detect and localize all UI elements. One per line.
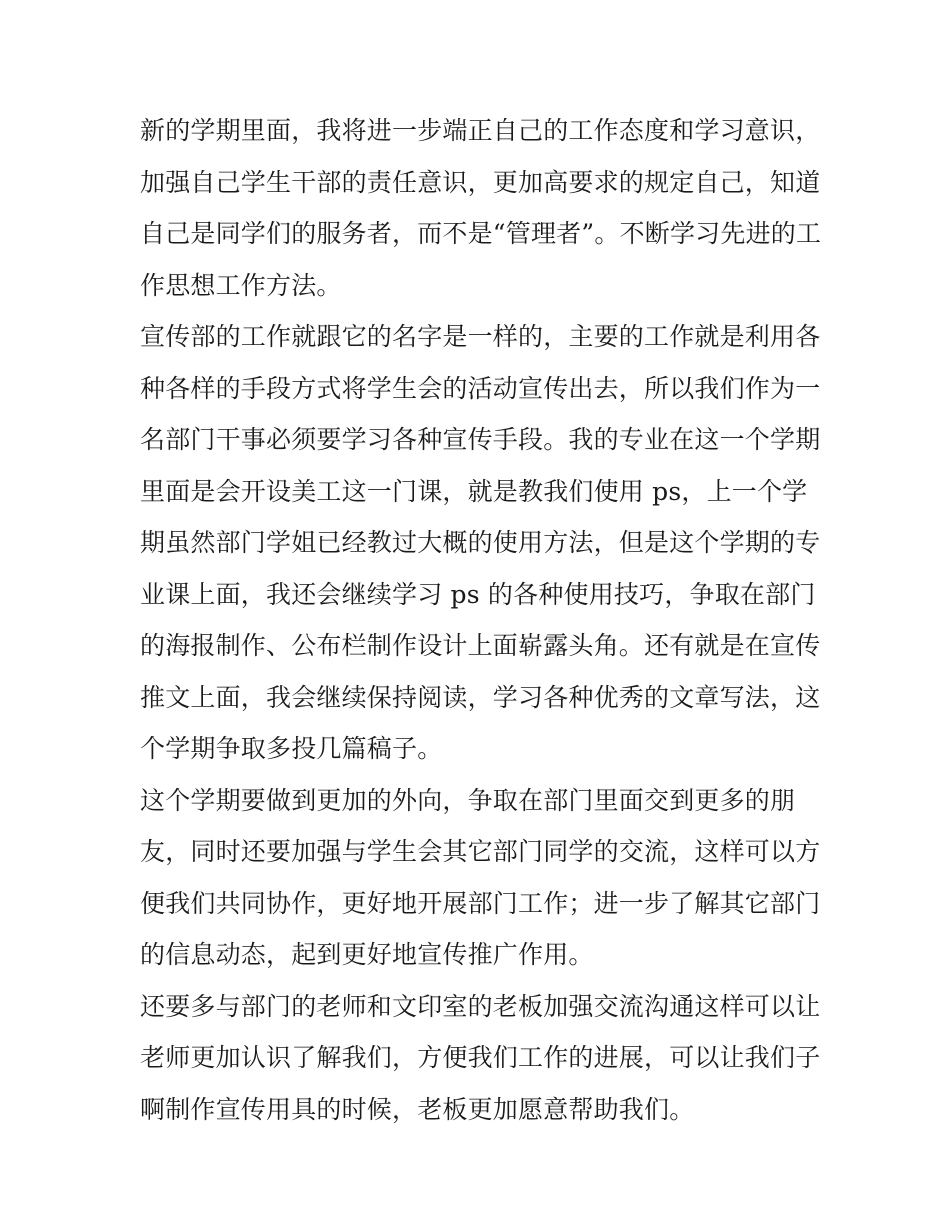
text-line: 里面是会开设美工这一门课，就是教我们使用 ps，上一个学 [140,476,808,506]
text-line: 啊制作宣传用具的时候，老板更加愿意帮助我们。 [140,1094,695,1124]
text-line: 加强自己学生干部的责任意识，更加高要求的规定自己，知道 [140,167,821,197]
text-line: 期虽然部门学姐已经教过大概的使用方法，但是这个学期的专 [140,528,821,557]
text-line: 自己是同学们的服务者，而不是“管理者”。不断学习先进的工 [140,219,822,248]
text-line: 的海报制作、公布栏制作设计上面崭露头角。还有就是在宣传 [140,631,821,660]
text-line: 宣传部的工作就跟它的名字是一样的，主要的工作就是利用各 [140,322,821,351]
text-line: 作思想工作方法。 [140,270,342,300]
text-line: 业课上面，我还会继续学习 ps 的各种使用技巧，争取在部门 [140,579,816,609]
text-line: 便我们共同协作，更好地开展部门工作；进一步了解其它部门 [140,888,821,918]
document-body [140,105,822,1135]
text-line: 新的学期里面，我将进一步端正自己的工作态度和学习意识， [140,116,821,145]
paragraph-3 [140,775,821,981]
text-line: 这个学期要做到更加的外向，争取在部门里面交到更多的朋 [140,785,796,815]
paragraph-4 [140,981,821,1136]
text-line: 个学期争取多投几篇稿子。 [140,734,443,763]
text-line: 名部门干事必须要学习各种宣传手段。我的专业在这一个学期 [140,425,821,454]
text-line: 的信息动态，起到更好地宣传推广作用。 [140,940,594,969]
text-line: 老师更加认识了解我们，方便我们工作的进展，可以让我们子 [140,1043,821,1072]
text-line: 还要多与部门的老师和文印室的老板加强交流沟通这样可以让 [140,991,821,1021]
text-line: 种各样的手段方式将学生会的活动宣传出去，所以我们作为一 [140,373,821,403]
paragraph-2 [140,311,821,775]
text-line: 友，同时还要加强与学生会其它部门同学的交流，这样可以方 [140,837,821,866]
paragraph-1 [140,105,822,311]
text-line: 推文上面，我会继续保持阅读，学习各种优秀的文章写法，这 [140,682,821,712]
